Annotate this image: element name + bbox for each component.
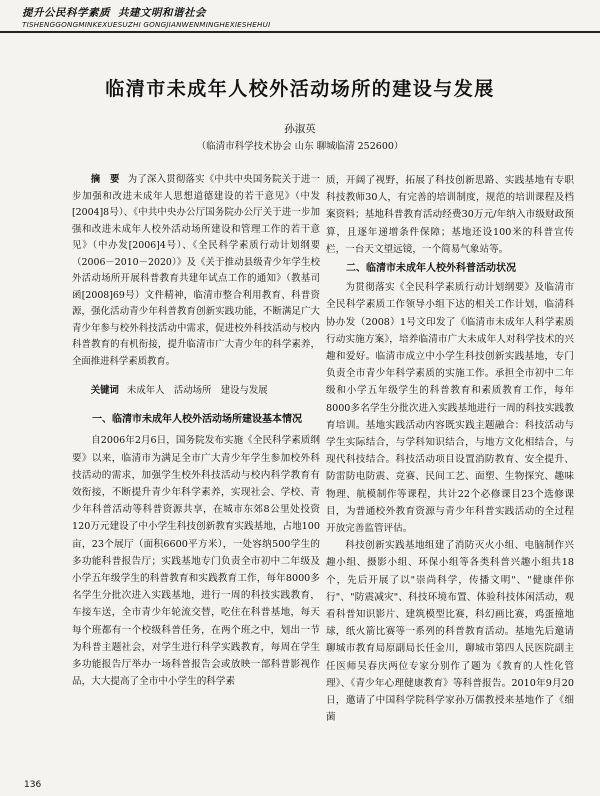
keywords-label: 关键词 <box>90 385 119 396</box>
right-column <box>326 172 574 727</box>
page-number: 136 <box>24 780 42 790</box>
keywords-text: 未成年人 活动场所 建设与发展 <box>126 385 268 396</box>
running-header-slogan <box>22 7 582 20</box>
article-title: 临清市未成年人校外活动场所的建设与发展 <box>105 78 495 100</box>
running-header <box>22 7 582 33</box>
section-1-paragraph: 自2006年2月6日，国务院发布实施《全民科学素质纲要》以来，临清市为满足全市广大青少年学生参加校外科技活动的需求，加强学生校外科技活动与校内科学教育有效衔接，不断提升青少年科学素养，实现社会、学校、青少年科普活动等科普资源共享，在城市东郊8公里处投资120万元建设了中小学生科技创新教育实践基地，占地100亩，23个展厅（面积6600平方米），一处容纳500学生的多功能科普报告厅；实践基地专门负责全市初中二年级及小学五年级学生的科普教育和实践教育工作，每年8000多名学生分批次进入实践基地，进行一周的科技实践教育，车接车送，全市青少年轮流交替，吃住在科普基地，每天每个班都有一个校级科普任务，在两个班之中，划出一节为科普主题社会，对学生进行科学实践教育，每周在学生多功能报告厅举办一场科普报告会或放映一部科普影视作品，大大提高了全市中小学生的科学素 <box>72 435 320 688</box>
section-1-heading: 一、临清市未成年人校外活动场所建设基本情况 <box>92 414 302 426</box>
header-rule <box>0 31 600 33</box>
left-column <box>72 172 320 690</box>
continuation-paragraph: 质，开阔了视野，拓展了科技创新思路、实践基地有专职科技教师30人，有完善的培训制度，规范的培训课程及档案资料；基地科普教育活动经费30万元/年纳入市级财政预算，且逐年递增条件保障；基地还设100米的科普宣传栏，一台天文望远镜，一个简易气象站等。 <box>326 175 574 255</box>
section-2-paragraph-2: 科技创新实践基地组建了消防灭火小组、电脑制作兴趣小组、摄影小组、环保小组等各类科普兴趣小组共18个，先后开展了以"崇尚科学，传播文明"、"健康伴你行"、"防震减灾"、科技环境布置、体验科技体闲活动，观看科普知识影片、建筑模型比赛，科幻画比赛，鸡蛋撞地球，纸火箭比赛等一系列的科普教育活动。基地先后邀请聊城市教育局原副局长任金川，聊城市第四人民医院副主任医师吴春庆两位专家分别作了题为《教育的人性化管理》、《青少年心理健康教育》等科普报告。2010年9月20日，邀请了中国科学院科学家孙万儒教授来基地作了《细菌 <box>326 540 574 724</box>
section-2-heading: 二、临清市未成年人校外科普活动状况 <box>346 263 516 275</box>
header-left-slogan: 提升公民科学素质 <box>22 7 110 19</box>
abstract-text: 为了深入贯彻落实《中共中央国务院关于进一步加强和改进未成年人思想道德建设的若干意见》（中发[2004]8号）、《中共中央办公厅国务院办公厅关于进一步加强和改进未成年人校外活动场所建设和管理工作的若干意见》（中办发[2006]4号）、《全民科学素质行动计划纲要（2006－2010－2020）》及《关于推动县级青少年学生校外活动场所开展科普教育共建年试点工作的通知》（教基司函[2008]69号）文件精神，临清市整合利用教育、科普资源，强化活动青少年科普教育创新实践功能，不断满足广大青少年参与校外科技活动中需求，促进校外科技活动与校内科普教育的有机衔接，提升临清市广大青少年的科学素养，全面推进科学素质教育。 <box>72 174 320 367</box>
header-right-slogan: 共建文明和谐社会 <box>118 7 206 19</box>
abstract <box>72 172 320 370</box>
article-author: 孙淑英 <box>284 123 316 135</box>
header-pinyin: TISHENGGONGMINKEXUESUZHI GONGJIANWENMINGHEXIESHEHUI <box>22 20 271 29</box>
keywords <box>72 382 320 399</box>
article-affiliation: （临清市科学技术协会 山东 聊城临清 252600） <box>196 141 404 152</box>
section-2-paragraph-1: 为贯彻落实《全民科学素质行动计划纲要》及临清市全民科学素质工作领导小组下达的相关工作计划，临清科协办发（2008）1号文印发了《临清市未成年人科学素质行动实施方案》，培养临清市广大未成年人对科学技术的兴趣和爱好。临清市成立中小学生科技创新实践基地，专门负责全市青少年科学素质的实施工作。承担全市初中二年级和小学五年级学生的科普教育和素质教育工作，每年8000多名学生分批次进入实践基地进行一周的科技实践教育培训。基地实践活动内容既实践主题融合：科技活动与学生实际结合，与学科知识结合，与地方文化相结合，与现代科技结合。科技活动项目设置消防教育、安全提升、防雷防电防震、竞赛、民间工艺、面塑、生物探究、趣味物理、航模制作等课程，共计22个必修课目23个选修课目，为普通校外教育资源与青少年科普实践活动的全过程开放完善监管评估。 <box>326 282 574 535</box>
abstract-label: 摘 要 <box>90 174 120 185</box>
